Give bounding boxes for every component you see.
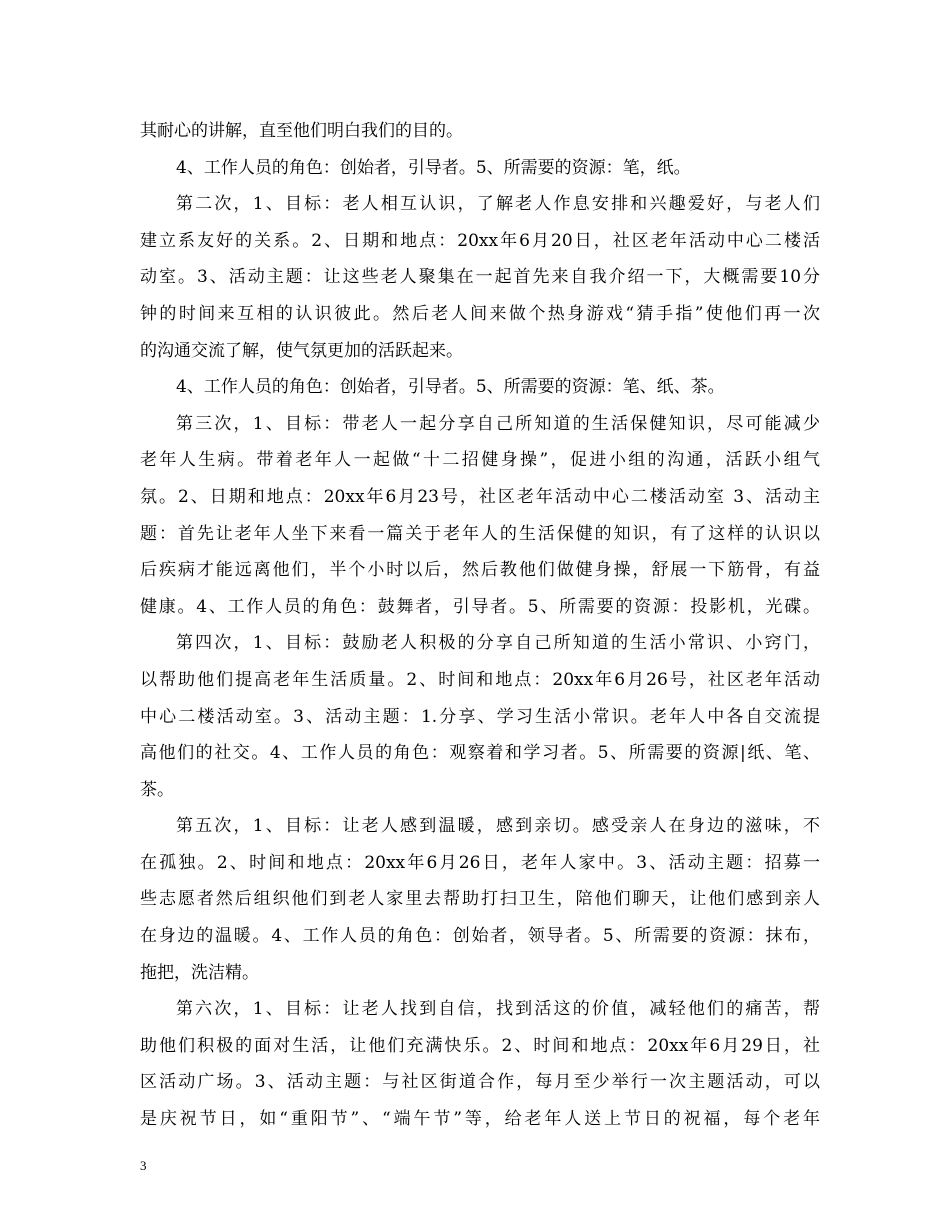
paragraph-line: 的沟通交流了解，使气氛更加的活跃起来。: [140, 340, 463, 361]
paragraph-line: 在孤独。2、时间和地点：20xx年6月26日，老年人家中。3、活动主题：招募一: [140, 852, 820, 873]
paragraph-line: 建立系友好的关系。2、日期和地点：20xx年6月20日，社区老年活动中心二楼活: [140, 230, 820, 251]
paragraph-line: 在身边的温暖。4、工作人员的角色：创始者，领导者。5、所需要的资源：抹布，: [140, 926, 820, 947]
paragraph-line: 第六次，1、目标：让老人找到自信，找到活这的价值，减轻他们的痛苦，帮: [176, 999, 820, 1020]
paragraph-line: 题：首先让老年人坐下来看一篇关于老年人的生活保健的知识，有了这样的认识以: [140, 523, 820, 544]
paragraph-line: 第四次，1、目标：鼓励老人积极的分享自己所知道的生活小常识、小窍门，: [176, 633, 820, 654]
paragraph-line: 助他们积极的面对生活，让他们充满快乐。2、时间和地点：20xx年6月29日，社: [140, 1035, 820, 1056]
paragraph-line: 些志愿者然后组织他们到老人家里去帮助打扫卫生，陪他们聊天，让他们感到亲人: [140, 889, 820, 910]
paragraph-line: 其耐心的讲解，直至他们明白我们的目的。: [140, 121, 463, 141]
paragraph-line: 是庆祝节日，如“重阳节”、“端午节”等，给老年人送上节日的祝福，每个老年: [140, 1109, 820, 1130]
paragraph-line: 4、工作人员的角色：创始者，引导者。5、所需要的资源：笔、纸、茶。: [176, 377, 725, 398]
body-text: [140, 113, 820, 1138]
paragraph-line: 老年人生病。带着老年人一起做“十二招健身操”，促进小组的沟通，活跃小组气: [140, 450, 820, 471]
page-number: 3: [140, 1158, 147, 1173]
paragraph-line: 钟的时间来互相的认识彼此。然后老人间来做个热身游戏“猜手指”使他们再一次: [140, 303, 820, 324]
paragraph-line: 区活动广场。3、活动主题：与社区街道合作，每月至少举行一次主题活动，可以: [140, 1072, 820, 1093]
paragraph-line: 第三次，1、目标：带老人一起分享自己所知道的生活保健知识，尽可能减少: [176, 413, 820, 434]
paragraph-line: 第二次，1、目标：老人相互认识，了解老人作息安排和兴趣爱好，与老人们: [176, 194, 820, 215]
paragraph-line: 茶。: [140, 779, 174, 800]
paragraph-line: 氛。2、日期和地点：20xx年6月23号，社区老年活动中心二楼活动室 3、活动主: [140, 486, 820, 507]
paragraph-line: 后疾病才能远离他们，半个小时以后，然后教他们做健身操，舒展一下筋骨，有益: [140, 560, 820, 581]
paragraph-line: 第五次，1、目标：让老人感到温暖，感到亲切。感受亲人在身边的滋味，不: [176, 816, 820, 837]
paragraph-line: 健康。4、工作人员的角色：鼓舞者，引导者。5、所需要的资源：投影机，光碟。: [140, 596, 820, 617]
paragraph-line: 以帮助他们提高老年生活质量。2、时间和地点：20xx年6月26号，社区老年活动: [140, 669, 820, 690]
paragraph-line: 动室。3、活动主题：让这些老人聚集在一起首先来自我介绍一下，大概需要10分: [140, 267, 820, 288]
paragraph-line: 拖把，洗洁精。: [140, 962, 259, 983]
paragraph-line: 高他们的社交。4、工作人员的角色：观察着和学习者。5、所需要的资源|纸、笔、: [140, 743, 820, 764]
paragraph-line: 中心二楼活动室。3、活动主题：1.分享、学习生活小常识。老年人中各自交流提: [140, 706, 820, 727]
paragraph-line: 4、工作人员的角色：创始者，引导者。5、所需要的资源：笔，纸。: [176, 157, 691, 178]
